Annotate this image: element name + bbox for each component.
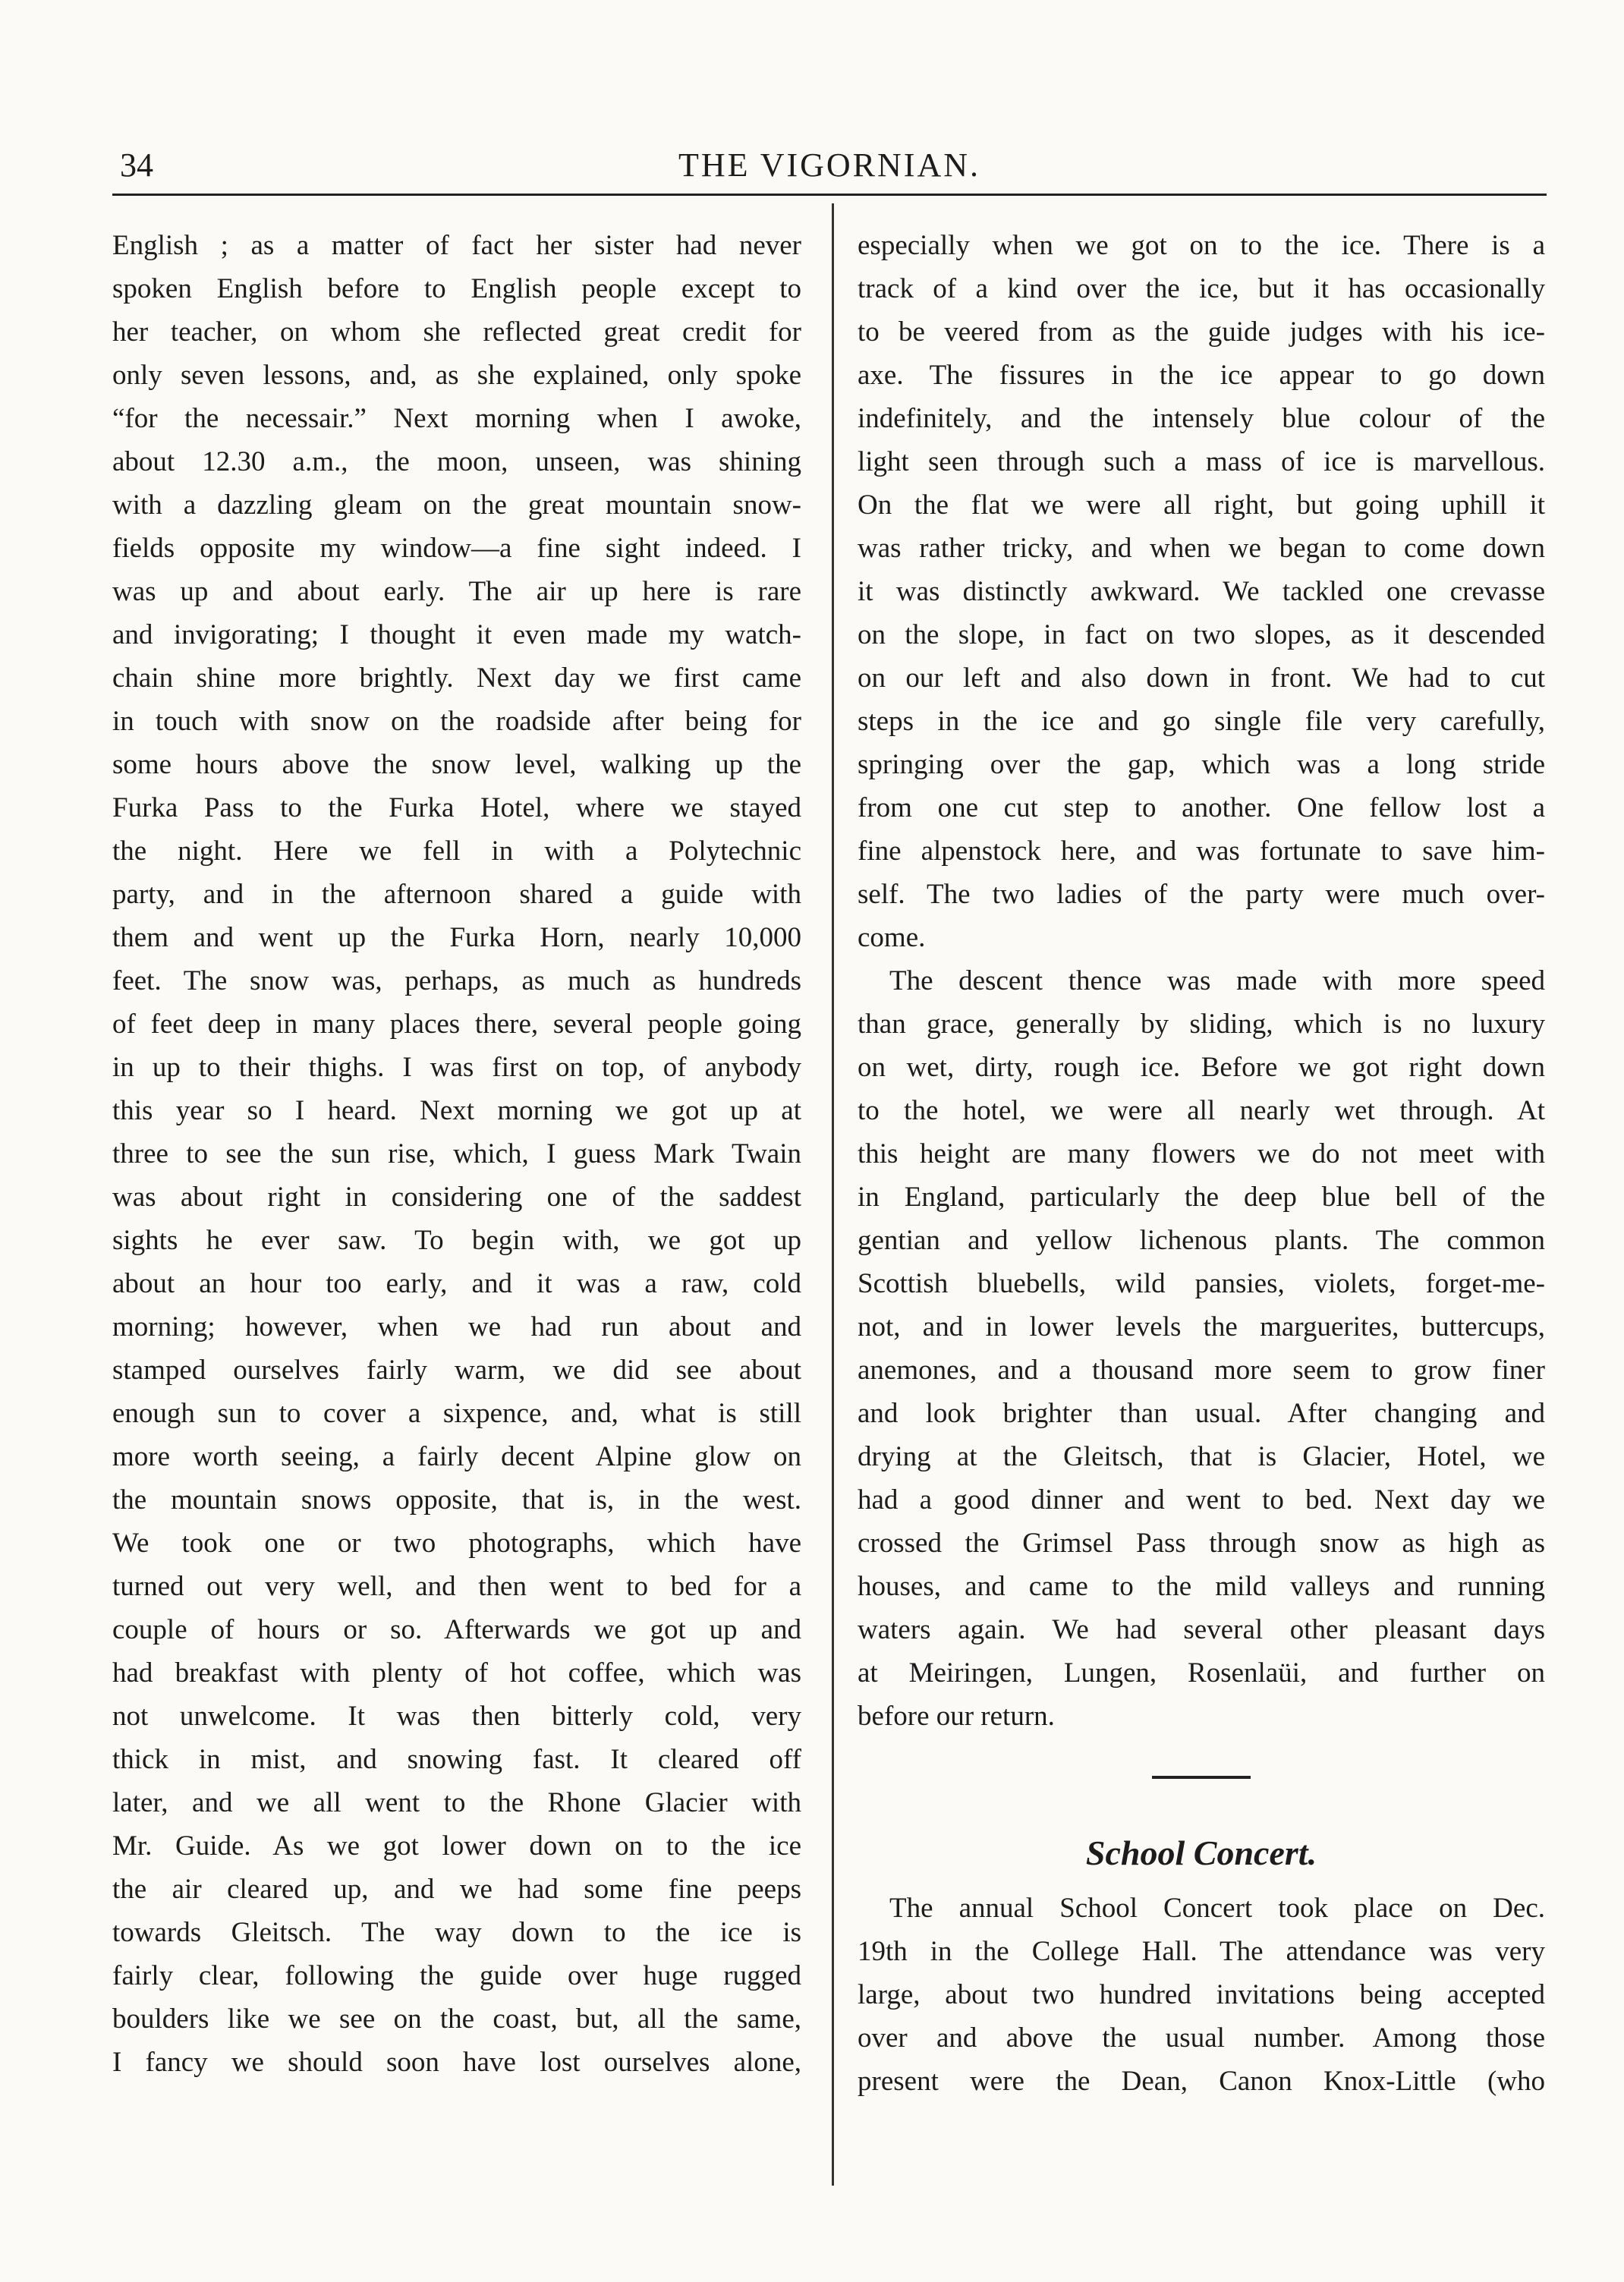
- right-column: [858, 224, 1545, 2103]
- text-line: some hours above the snow level, walking up the: [112, 749, 801, 780]
- text-line: the night. Here we fell in with a Polytechnic: [112, 836, 801, 867]
- text-line: gentian and yellow lichenous plants. The common: [858, 1225, 1545, 1256]
- page-header: [112, 146, 1547, 191]
- text-line: feet. The snow was, perhaps, as much as hundreds: [112, 965, 801, 996]
- text-line: not unwelcome. It was then bitterly cold, very: [112, 1701, 801, 1732]
- text-line: come.: [858, 922, 926, 953]
- text-line: not, and in lower levels the marguerites, buttercups,: [858, 1311, 1545, 1342]
- text-line: was about right in considering one of the saddest: [112, 1182, 801, 1213]
- text-line: boulders like we see on the coast, but, all the same,: [112, 2003, 801, 2035]
- text-line: stamped ourselves fairly warm, we did see about: [112, 1355, 801, 1386]
- text-line: in up to their thighs. I was first on top, of anybody: [112, 1052, 801, 1083]
- text-line: Scottish bluebells, wild pansies, violets, forget-me-: [858, 1268, 1545, 1299]
- text-line: On the flat we were all right, but going uphill it: [858, 489, 1545, 521]
- right-paragraph-2: [858, 959, 1545, 1738]
- section-paragraph: [858, 1887, 1545, 2103]
- text-line: than grace, generally by sliding, which is no luxury: [858, 1009, 1545, 1040]
- text-line: in touch with snow on the roadside after being for: [112, 706, 801, 737]
- text-line: axe. The fissures in the ice appear to go down: [858, 360, 1545, 391]
- text-line: her teacher, on whom she reflected great credit for: [112, 316, 801, 348]
- text-line: light seen through such a mass of ice is marvellous.: [858, 446, 1545, 477]
- text-line: The descent thence was made with more speed: [889, 965, 1545, 996]
- text-line: party, and in the afternoon shared a guide with: [112, 879, 801, 910]
- text-line: had a good dinner and went to bed. Next day we: [858, 1484, 1545, 1516]
- text-line: waters again. We had several other pleasant days: [858, 1614, 1545, 1645]
- text-line: enough sun to cover a sixpence, and, what is still: [112, 1398, 801, 1429]
- page-number: 34: [120, 146, 153, 184]
- text-line: to be veered from as the guide judges with his ice-: [858, 316, 1545, 348]
- text-line: large, about two hundred invitations being accepted: [858, 1979, 1545, 2010]
- right-paragraph-1: [858, 224, 1545, 959]
- header-rule: [112, 194, 1547, 196]
- text-line: anemones, and a thousand more seem to grow finer: [858, 1355, 1545, 1386]
- text-line: the mountain snows opposite, that is, in the west.: [112, 1484, 801, 1516]
- text-line: with a dazzling gleam on the great mountain snow-: [112, 489, 801, 521]
- text-line: and look brighter than usual. After changing and: [858, 1398, 1545, 1429]
- section-divider-rule: [1152, 1776, 1251, 1779]
- text-line: later, and we all went to the Rhone Glacier with: [112, 1787, 801, 1818]
- journal-title: THE VIGORNIAN.: [678, 146, 981, 184]
- text-line: spoken English before to English people except to: [112, 273, 801, 304]
- text-line: I fancy we should soon have lost ourselves alone,: [112, 2047, 801, 2078]
- text-line: before our return.: [858, 1701, 1055, 1732]
- text-line: Mr. Guide. As we got lower down on to the ice: [112, 1830, 801, 1862]
- text-line: on our left and also down in front. We had to cut: [858, 663, 1545, 694]
- text-line: had breakfast with plenty of hot coffee, which was: [112, 1657, 801, 1689]
- text-line: on the slope, in fact on two slopes, as it descended: [858, 619, 1545, 650]
- text-line: houses, and came to the mild valleys and running: [858, 1571, 1545, 1602]
- left-column: [112, 224, 801, 2084]
- left-paragraph: [112, 224, 801, 2084]
- text-line: in England, particularly the deep blue bell of the: [858, 1182, 1545, 1213]
- text-line: We took one or two photographs, which have: [112, 1528, 801, 1559]
- text-line: at Meiringen, Lungen, Rosenlaüi, and further on: [858, 1657, 1545, 1689]
- text-line: turned out very well, and then went to bed for a: [112, 1571, 801, 1602]
- text-line: chain shine more brightly. Next day we first came: [112, 663, 801, 694]
- text-line: more worth seeing, a fairly decent Alpine glow on: [112, 1441, 801, 1472]
- text-line: over and above the usual number. Among those: [858, 2022, 1545, 2054]
- column-divider: [832, 203, 834, 2186]
- text-line: was up and about early. The air up here is rare: [112, 576, 801, 607]
- section-heading: School Concert.: [1085, 1833, 1317, 1872]
- text-line: to the hotel, we were all nearly wet through. At: [858, 1095, 1545, 1126]
- text-line: morning; however, when we had run about and: [112, 1311, 801, 1342]
- text-line: it was distinctly awkward. We tackled one crevasse: [858, 576, 1545, 607]
- text-line: and invigorating; I thought it even made my watch-: [112, 619, 801, 650]
- text-line: fields opposite my window—a fine sight indeed. I: [112, 533, 801, 564]
- text-line: drying at the Gleitsch, that is Glacier, Hotel, we: [858, 1441, 1545, 1472]
- text-line: English ; as a matter of fact her sister had never: [112, 230, 801, 261]
- text-line: steps in the ice and go single file very carefully,: [858, 706, 1545, 737]
- text-line: on wet, dirty, rough ice. Before we got right down: [858, 1052, 1545, 1083]
- text-line: especially when we got on to the ice. There is a: [858, 230, 1545, 261]
- text-line: The annual School Concert took place on Dec.: [889, 1893, 1545, 1924]
- text-line: couple of hours or so. Afterwards we got up and: [112, 1614, 801, 1645]
- text-line: from one cut step to another. One fellow lost a: [858, 792, 1545, 823]
- text-line: track of a kind over the ice, but it has occasionally: [858, 273, 1545, 304]
- text-line: present were the Dean, Canon Knox-Little (who: [858, 2066, 1545, 2097]
- text-line: Furka Pass to the Furka Hotel, where we stayed: [112, 792, 801, 823]
- text-line: crossed the Grimsel Pass through snow as high as: [858, 1528, 1545, 1559]
- text-line: towards Gleitsch. The way down to the ice is: [112, 1917, 801, 1948]
- text-line: only seven lessons, and, as she explained, only spoke: [112, 360, 801, 391]
- text-line: them and went up the Furka Horn, nearly 10,000: [112, 922, 801, 953]
- text-line: fairly clear, following the guide over huge rugged: [112, 1960, 801, 1991]
- text-line: three to see the sun rise, which, I guess Mark Twain: [112, 1138, 801, 1169]
- text-line: self. The two ladies of the party were much over-: [858, 879, 1545, 910]
- text-line: springing over the gap, which was a long stride: [858, 749, 1545, 780]
- text-line: was rather tricky, and when we began to come down: [858, 533, 1545, 564]
- text-line: about 12.30 a.m., the moon, unseen, was shining: [112, 446, 801, 477]
- text-line: this height are many flowers we do not meet with: [858, 1138, 1545, 1169]
- text-line: about an hour too early, and it was a raw, cold: [112, 1268, 801, 1299]
- text-line: sights he ever saw. To begin with, we got up: [112, 1225, 801, 1256]
- text-line: “for the necessair.” Next morning when I awoke,: [112, 403, 801, 434]
- text-line: the air cleared up, and we had some fine peeps: [112, 1874, 801, 1905]
- text-line: fine alpenstock here, and was fortunate to save him-: [858, 836, 1545, 867]
- text-line: 19th in the College Hall. The attendance was very: [858, 1936, 1545, 1967]
- text-line: this year so I heard. Next morning we got up at: [112, 1095, 801, 1126]
- text-line: indefinitely, and the intensely blue colour of the: [858, 403, 1545, 434]
- text-line: of feet deep in many places there, several people going: [112, 1009, 801, 1040]
- text-line: thick in mist, and snowing fast. It cleared off: [112, 1744, 801, 1775]
